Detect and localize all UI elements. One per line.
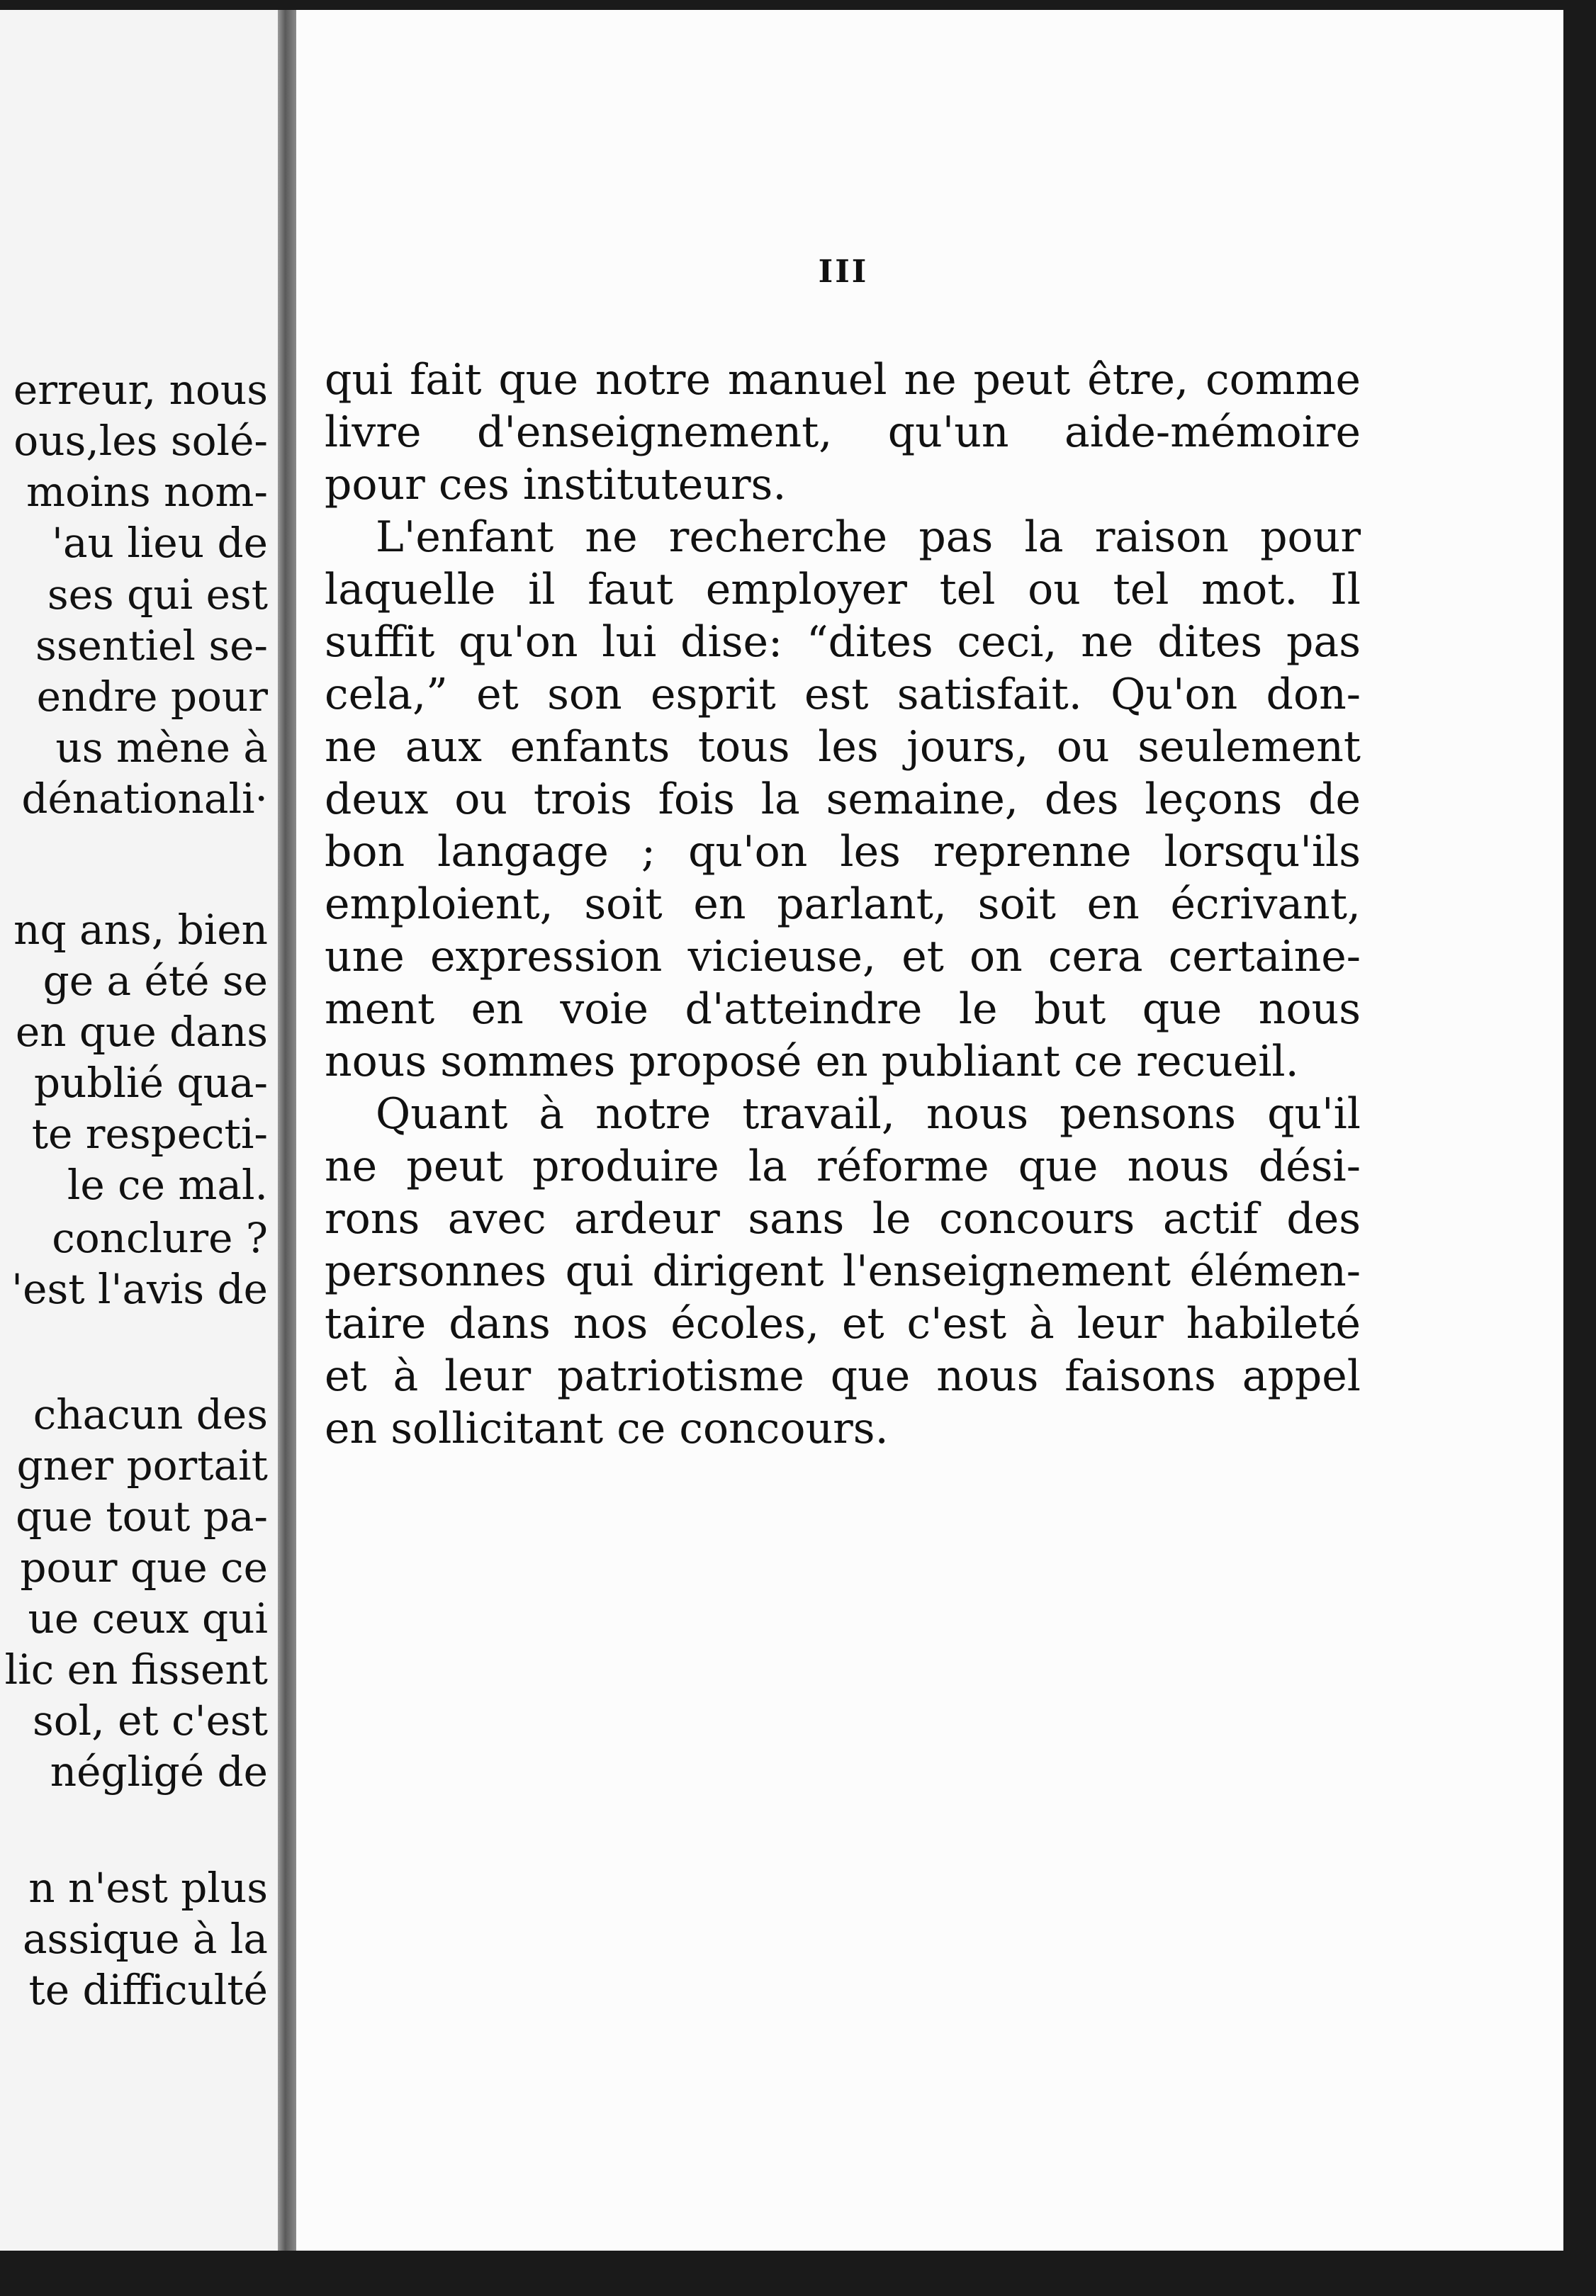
body-text-line: nous sommes proposé en publiant ce recueil. [325, 1037, 1299, 1086]
left-page-line: conclure ? [52, 1214, 268, 1262]
left-page-line: ous,les solé- [13, 417, 268, 465]
left-page-line: endre pour [36, 673, 268, 721]
body-text-line: suffit qu'on lui dise: “dites ceci, ne dites pas [325, 617, 1361, 667]
body-text-line: et à leur patriotisme que nous faisons appel [325, 1351, 1361, 1401]
left-page-line: nq ans, bien [13, 906, 268, 954]
left-page-line: assique à la [22, 1915, 268, 1963]
body-text-line: emploient, soit en parlant, soit en écrivant, [325, 879, 1361, 929]
left-page-line: erreur, nous [13, 366, 268, 414]
body-text-line: rons avec ardeur sans le concours actif des [325, 1194, 1361, 1244]
body-text-line: en sollicitant ce concours. [325, 1404, 889, 1453]
left-page-line: lic en fissent [4, 1645, 268, 1694]
body-text-line: laquelle il faut employer tel ou tel mot. Il [325, 565, 1361, 614]
body-text-line: taire dans nos écoles, et c'est à leur habileté [325, 1299, 1361, 1349]
body-text-line: L'enfant ne recherche pas la raison pour [376, 512, 1361, 562]
left-page-line: le ce mal. [67, 1161, 268, 1209]
body-text-line: personnes qui dirigent l'enseignement élémen- [325, 1247, 1361, 1296]
body-text-line: ne aux enfants tous les jours, ou seulement [325, 722, 1361, 772]
scan-border-bottom [0, 2251, 1596, 2296]
body-text-line: ment en voie d'atteindre le but que nous [325, 984, 1361, 1034]
book-gutter [278, 10, 296, 2251]
left-page-line: publié qua- [33, 1059, 268, 1107]
left-page-line: chacun des [33, 1390, 268, 1439]
body-text-line: Quant à notre travail, nous pensons qu'il [376, 1089, 1361, 1139]
body-text-line: deux ou trois fois la semaine, des leçons de [325, 775, 1361, 824]
left-page-line: que tout pa- [16, 1492, 268, 1541]
body-text-line: bon langage ; qu'on les reprenne lorsqu'ils [325, 827, 1361, 877]
body-text-line: qui fait que notre manuel ne peut être, comme [325, 355, 1361, 405]
scan-border-right [1563, 0, 1596, 2296]
body-text-line: ne peut produire la réforme que nous dési- [325, 1142, 1361, 1191]
left-page-line: pour que ce [20, 1543, 268, 1592]
left-page-line: dénationali· [21, 775, 268, 823]
left-page-line: ge a été se [43, 957, 268, 1005]
left-page-line: te respecti- [31, 1110, 268, 1158]
body-text-line: pour ces instituteurs. [325, 460, 787, 510]
left-page-line: négligé de [50, 1748, 268, 1796]
body-text-line: livre d'enseignement, qu'un aide-mémoire [325, 407, 1361, 457]
left-page-line: gner portait [16, 1441, 268, 1490]
body-text-line: cela,” et son esprit est satisfait. Qu'on don- [325, 670, 1361, 719]
scan-border-top [0, 0, 1596, 10]
left-page-line: 'est l'avis de [11, 1265, 268, 1313]
body-text-line: une expression vicieuse, et on cera certaine- [325, 932, 1361, 981]
left-page [0, 10, 278, 2251]
left-page-line: moins nom- [26, 468, 268, 516]
left-page-line: us mène à [55, 724, 268, 772]
left-page-line: n n'est plus [28, 1864, 268, 1912]
left-page-line: sol, et c'est [33, 1696, 268, 1745]
left-page-line: en que dans [15, 1008, 268, 1056]
left-page-line: 'au lieu de [52, 519, 268, 567]
left-page-line: ue ceux qui [28, 1594, 268, 1643]
page-number: III [818, 254, 869, 290]
left-page-line: ses qui est [47, 570, 268, 619]
left-page-line: ssentiel se- [35, 621, 268, 670]
left-page-line: te difficulté [28, 1966, 268, 2014]
